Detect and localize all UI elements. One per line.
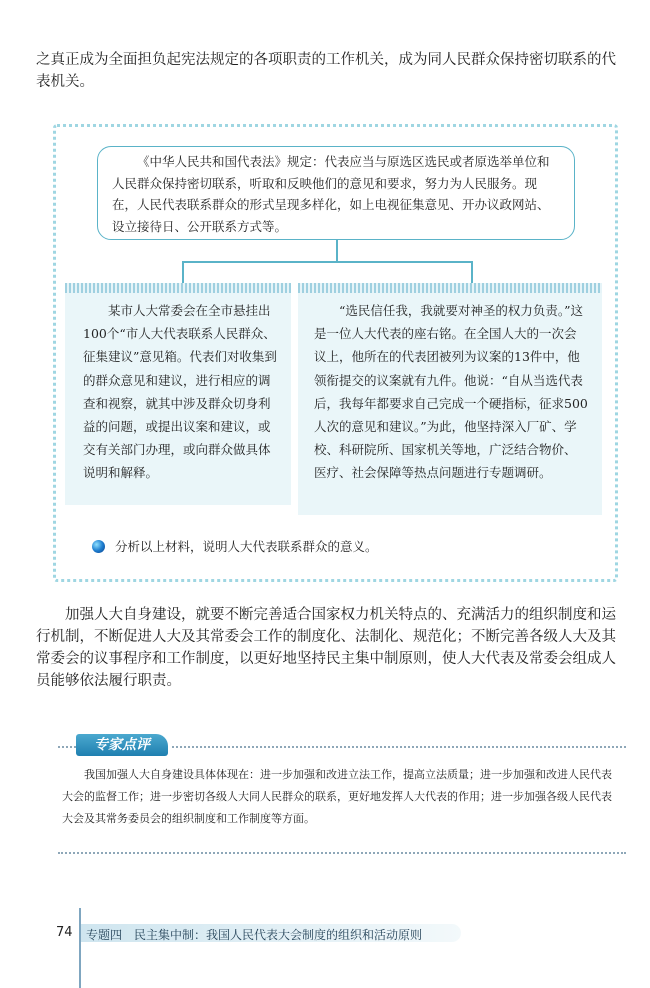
top-paragraph: 之真正成为全面担负起宪法规定的各项职责的工作机关，成为同人民群众保持密切联系的代表机关。 bbox=[36, 52, 616, 90]
case-right: “选民信任我，我就要对神圣的权力负责。”这是一位人大代表的座右铭。在全国人大的一次会议上，他所在的代表团被列为议案的13件中，他领衔提交的议案就有九件。他说：“自从当选代表后，我每年都要求自己完成一个硬指标，征求500人次的意见和建议。”为此，他坚持深入厂矿、学校、科研院所、国家机关等地，广泛结合物价、医疗、社会保障等热点问题进行专题调研。 bbox=[298, 293, 602, 515]
expert-dots-left bbox=[58, 746, 76, 748]
connector-vertical bbox=[336, 240, 338, 262]
expert-dots-bottom bbox=[58, 852, 626, 854]
law-quote-box: 《中华人民共和国代表法》规定：代表应当与原选区选民或者原选举单位和人民群众保持密切联系，听取和反映他们的意见和要求，努力为人民服务。现在，人民代表联系群众的形式呈现多样化，如上电视征集意见、开办议政网站、设立接待日、公开联系方式等。 bbox=[97, 146, 575, 240]
main-paragraph: 加强人大自身建设，就要不断完善适合国家权力机关特点的、充满活力的组织制度和运行机制，不断促进人大及其常委会工作的制度化、法制化、规范化；不断完善各级人大及其常委会的议事程序和工作制度，以更好地坚持民主集中制原则，使人大代表及常委会组成人员能够依法履行职责。 bbox=[36, 607, 616, 689]
question-text: 分析以上材料，说明人大代表联系群众的意义。 bbox=[115, 539, 378, 554]
footer-rule bbox=[79, 908, 81, 988]
globe-bullet-icon bbox=[92, 540, 105, 553]
connector-horizontal bbox=[182, 261, 472, 263]
connector-right-drop bbox=[471, 261, 473, 283]
footer-title: 专题四 民主集中制：我国人民代表大会制度的组织和活动原则 bbox=[86, 928, 423, 942]
page-number: 74 bbox=[56, 925, 73, 940]
expert-text: 我国加强人大自身建设具体体现在：进一步加强和改进立法工作，提高立法质量；进一步加强和改进人民代表大会的监督工作；进一步密切各级人大同人民群众的联系，更好地发挥人大代表的作用；进一步加强各级人民代表大会及其常务委员会的组织制度和工作制度等方面。 bbox=[62, 768, 612, 825]
case-left: 某市人大常委会在全市悬挂出100个“市人大代表联系人民群众、征集建议”意见箱。代表们对收集到的群众意见和建议，进行相应的调查和视察，就其中涉及群众切身利益的问题，或提出议案和建议，或交有关部门办理，或向群众做具体说明和解释。 bbox=[65, 293, 291, 505]
expert-label: 专家点评 bbox=[76, 734, 168, 756]
question bbox=[92, 537, 378, 555]
expert-dots-right bbox=[172, 746, 626, 748]
connector-left-drop bbox=[182, 261, 184, 283]
